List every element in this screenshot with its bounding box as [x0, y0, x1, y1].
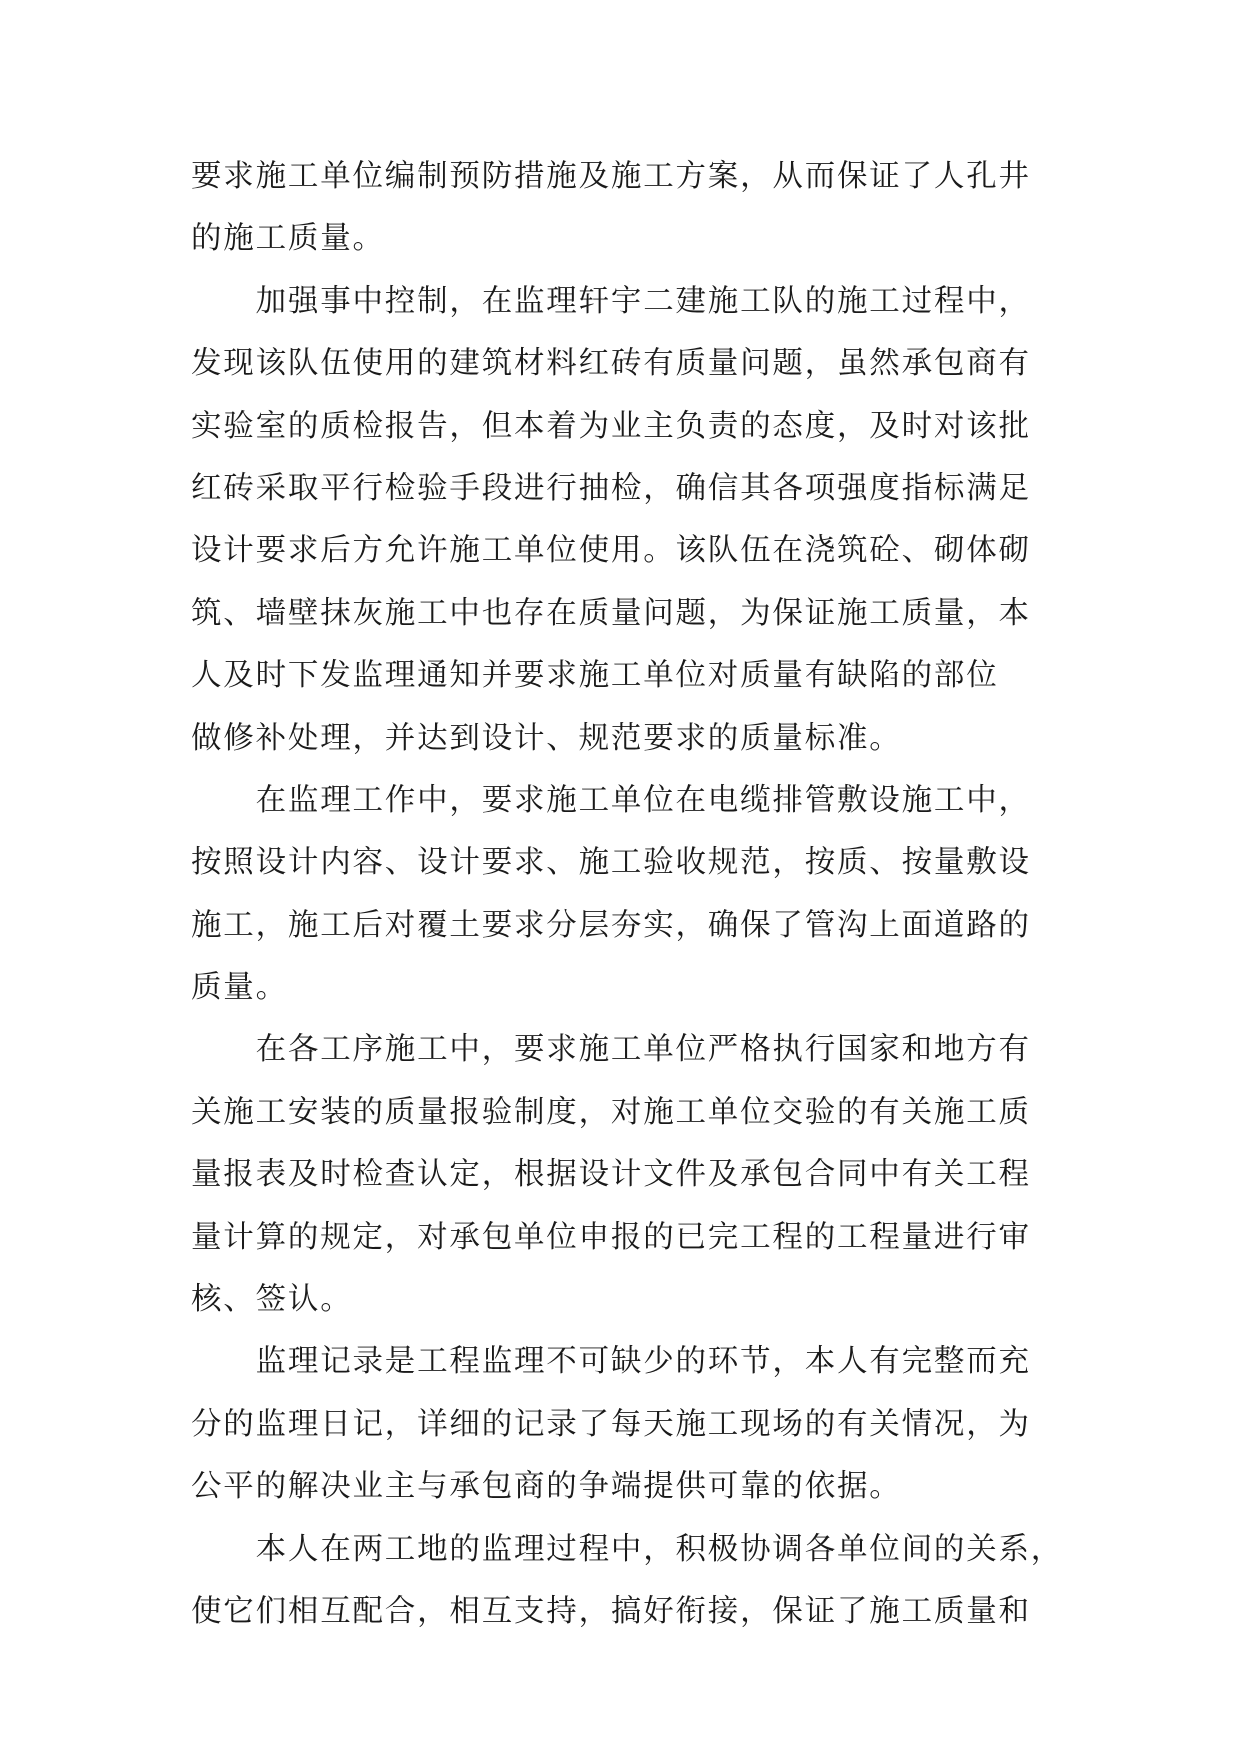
text-line: 量计算的规定，对承包单位申报的已完工程的工程量进行审: [191, 1219, 1031, 1255]
text-line: 做修补处理，并达到设计、规范要求的质量标准。: [191, 720, 902, 756]
text-line: 质量。: [191, 970, 288, 1006]
text-line: 发现该队伍使用的建筑材料红砖有质量问题，虽然承包商有: [191, 346, 1031, 382]
text-line: 关施工安装的质量报验制度，对施工单位交验的有关施工质: [191, 1094, 1031, 1130]
text-line: 设计要求后方允许施工单位使用。该队伍在浇筑砼、砌体砌: [191, 533, 1031, 569]
text-line: 监理记录是工程监理不可缺少的环节，本人有完整而充: [191, 1344, 1031, 1380]
text-line: 加强事中控制，在监理轩宇二建施工队的施工过程中，: [191, 283, 1031, 319]
body-text: [191, 146, 1064, 1643]
text-line: 在监理工作中，要求施工单位在电缆排管敷设施工中，: [191, 782, 1031, 818]
text-line: 实验室的质检报告，但本着为业主负责的态度，及时对该批: [191, 408, 1031, 444]
text-line: 要求施工单位编制预防措施及施工方案，从而保证了人孔井: [191, 159, 1031, 194]
text-line: 施工，施工后对覆土要求分层夯实，确保了管沟上面道路的: [191, 907, 1031, 943]
text-line: 在各工序施工中，要求施工单位严格执行国家和地方有: [191, 1032, 1031, 1068]
text-line: 分的监理日记，详细的记录了每天施工现场的有关情况，为: [191, 1406, 1031, 1442]
text-line: 核、签认。: [191, 1282, 353, 1318]
text-line: 量报表及时检查认定，根据设计文件及承包合同中有关工程: [191, 1157, 1031, 1193]
text-line: 人及时下发监理通知并要求施工单位对质量有缺陷的部位: [191, 658, 999, 694]
text-line: 按照设计内容、设计要求、施工验收规范，按质、按量敷设: [191, 845, 1031, 881]
text-line: 红砖采取平行检验手段进行抽检，确信其各项强度指标满足: [191, 470, 1031, 506]
text-line: 本人在两工地的监理过程中，积极协调各单位间的关系，: [191, 1531, 1064, 1567]
text-line: 公平的解决业主与承包商的争端提供可靠的依据。: [191, 1469, 902, 1505]
text-line: 筑、墙壁抹灰施工中也存在质量问题，为保证施工质量，本: [191, 595, 1031, 631]
text-line: 的施工质量。: [191, 221, 385, 257]
text-line: 使它们相互配合，相互支持，搞好衔接，保证了施工质量和: [191, 1593, 1031, 1629]
